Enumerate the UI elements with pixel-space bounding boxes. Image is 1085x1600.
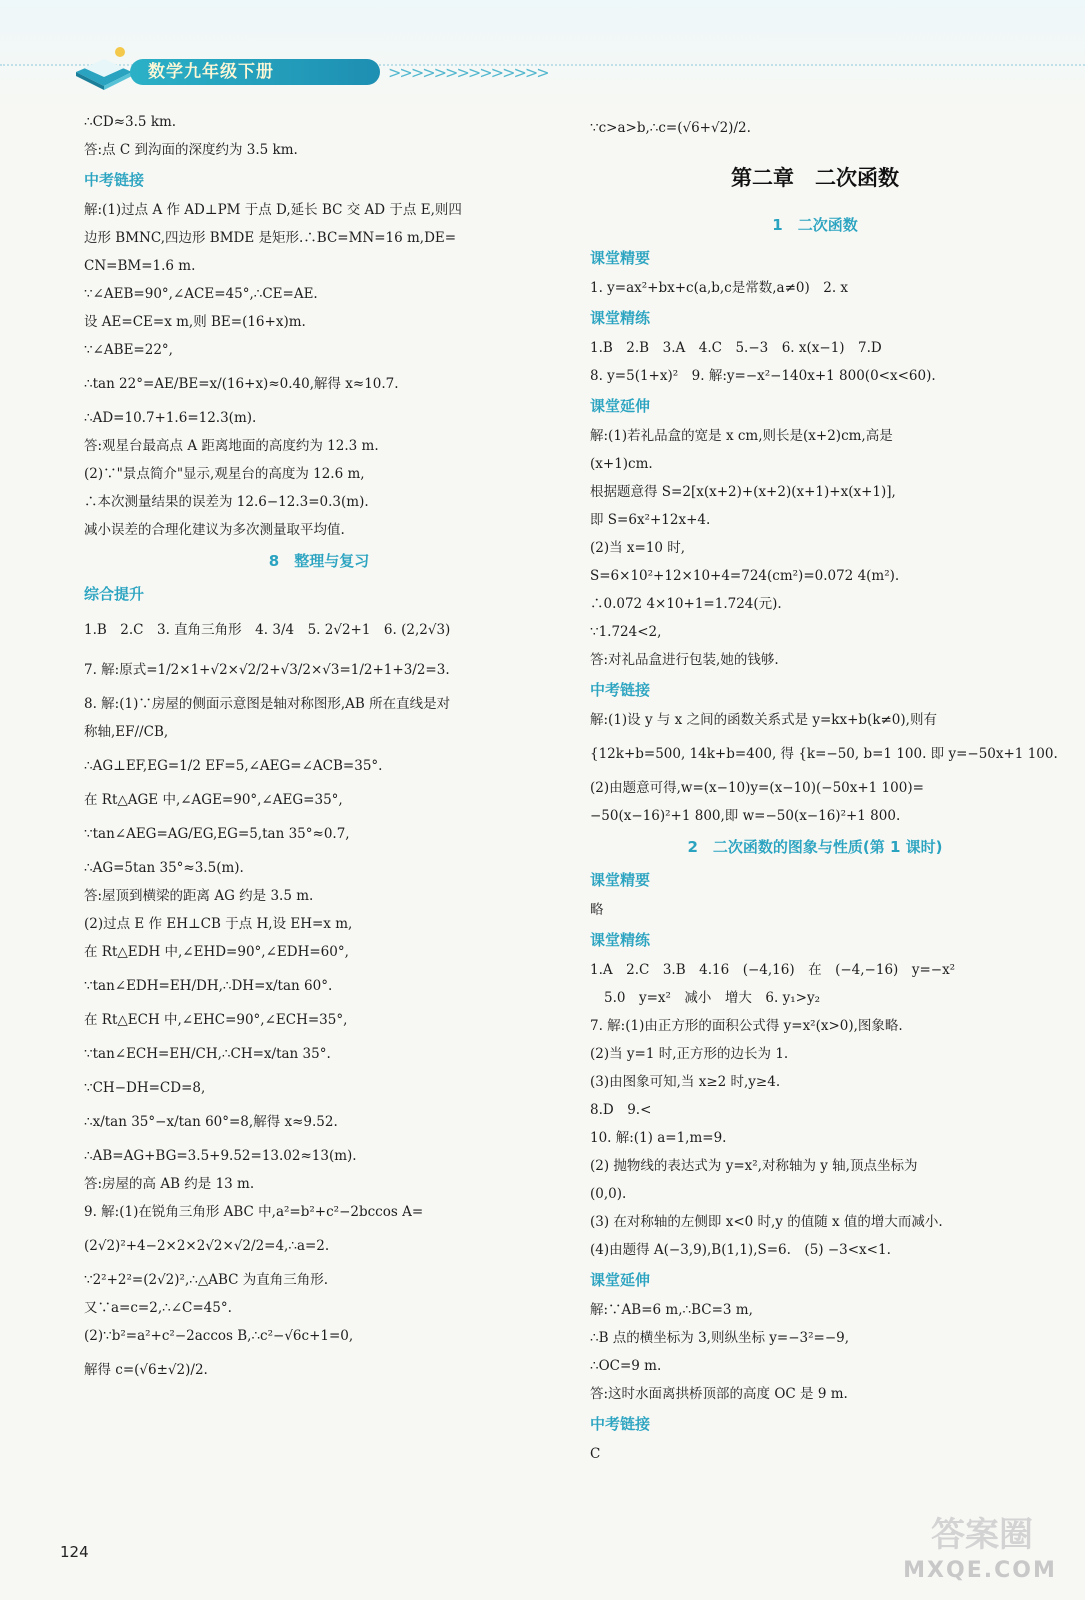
text-line: 又∵a=c=2,∴∠C=45°. — [84, 1300, 232, 1316]
text-line: ∵CH−DH=CD=8, — [84, 1080, 206, 1096]
page-header — [70, 42, 548, 92]
text-line: 设 AE=CE=x m,则 BE=(16+x)m. — [84, 314, 306, 330]
watermark-logo: 答案圈 — [931, 1515, 1033, 1555]
text-line: 称轴,EF//CB, — [84, 724, 169, 740]
text-line: 在 Rt△EDH 中,∠EHD=90°,∠EDH=60°, — [84, 944, 349, 960]
text-line: 1.A 2.C 3.B 4.16 (−4,16) 在 (−4,−16) y=−x² — [590, 962, 956, 978]
lesson-heading: 2 二次函数的图象与性质(第 1 课时) — [687, 838, 943, 856]
section-heading: 课堂精练 — [590, 931, 651, 949]
text-line: 解:(1)设 y 与 x 之间的函数关系式是 y=kx+b(k≠0),则有 — [590, 712, 937, 728]
text-line: 即 S=6x²+12x+4. — [590, 512, 711, 528]
book-icon — [70, 42, 140, 92]
header-chevrons: >>>>>>>>>>>>>> — [388, 63, 548, 82]
text-line: ∵c>a>b,∴c=(√6+√2)/2. — [590, 120, 751, 136]
text-line: 9. 解:(1)在锐角三角形 ABC 中,a²=b²+c²−2bccos A= — [84, 1204, 424, 1220]
chapter-heading: 第二章 二次函数 — [731, 166, 899, 190]
text-line: (2) 抛物线的表达式为 y=x²,对称轴为 y 轴,顶点坐标为 — [590, 1158, 918, 1174]
text-line: ∴AD=10.7+1.6=12.3(m). — [84, 410, 257, 426]
text-line: 减小误差的合理化建议为多次测量取平均值. — [84, 522, 345, 538]
right-column — [590, 108, 1058, 1468]
text-line: 1.B 2.C 3. 直角三角形 4. 3/4 5. 2√2+1 6. (2,2√3) — [84, 622, 451, 638]
text-line: ∵tan∠ECH=EH/CH,∴CH=x/tan 35°. — [84, 1046, 331, 1062]
text-line: ∴0.072 4×10+1=1.724(元). — [590, 596, 782, 612]
text-line: 7. 解:原式=1/2×1+√2×√2/2+√3/2×√3=1/2+1+3/2=3. — [84, 662, 450, 678]
text-line: (4)由题得 A(−3,9),B(1,1),S=6. (5) −3<x<1. — [590, 1242, 891, 1258]
text-line: ∵1.724<2, — [590, 624, 662, 640]
text-line: 1. y=ax²+bx+c(a,b,c是常数,a≠0) 2. x — [590, 280, 849, 296]
text-line: ∴AB=AG+BG=3.5+9.52=13.02≈13(m). — [84, 1148, 357, 1164]
text-line: (2)当 y=1 时,正方形的边长为 1. — [590, 1046, 789, 1062]
section-heading: 中考链接 — [590, 681, 651, 699]
text-line: (0,0). — [590, 1186, 627, 1202]
text-line: (3)由图象可知,当 x≥2 时,y≥4. — [590, 1074, 781, 1090]
text-line: 1.B 2.B 3.A 4.C 5.−3 6. x(x−1) 7.D — [590, 340, 882, 356]
text-line: (3) 在对称轴的左侧即 x<0 时,y 的值随 x 值的增大而减小. — [590, 1214, 943, 1230]
text-line: ∴CD≈3.5 km. — [84, 114, 177, 130]
watermark — [890, 1512, 1070, 1592]
text-line: 7. 解:(1)由正方形的面积公式得 y=x²(x>0),图象略. — [590, 1018, 903, 1034]
text-line: {12k+b=500, 14k+b=400, 得 {k=−50, b=1 100. 即 y=−50x+1 100. — [590, 746, 1058, 762]
text-line: 答:屋顶到横梁的距离 AG 约是 3.5 m. — [84, 888, 314, 904]
text-line: 答:观星台最高点 A 距离地面的高度约为 12.3 m. — [84, 438, 379, 454]
section-heading: 综合提升 — [84, 585, 145, 603]
text-line: ∵∠ABE=22°, — [84, 342, 173, 358]
text-line: (2√2)²+4−2×2×2√2×√2/2=4,∴a=2. — [84, 1238, 330, 1254]
section-heading: 课堂延伸 — [590, 1271, 651, 1289]
text-line: ∴AG=5tan 35°≈3.5(m). — [84, 860, 244, 876]
lesson-heading: 1 二次函数 — [772, 216, 858, 234]
text-line: 在 Rt△AGE 中,∠AGE=90°,∠AEG=35°, — [84, 792, 343, 808]
section-heading: 课堂精要 — [590, 249, 651, 267]
text-line: ∴tan 22°=AE/BE=x/(16+x)≈0.40,解得 x≈10.7. — [84, 376, 399, 392]
section-heading: 中考链接 — [84, 171, 145, 189]
section-heading: 中考链接 — [590, 1415, 651, 1433]
text-line: ∵tan∠AEG=AG/EG,EG=5,tan 35°≈0.7, — [84, 826, 350, 842]
section-heading: 课堂延伸 — [590, 397, 651, 415]
text-line: ∴本次测量结果的误差为 12.6−12.3=0.3(m). — [84, 494, 369, 510]
text-line: 解:(1)若礼品盒的宽是 x cm,则长是(x+2)cm,高是 — [590, 428, 893, 444]
text-line: ∴B 点的横坐标为 3,则纵坐标 y=−3²=−9, — [590, 1330, 850, 1346]
lesson-heading: 8 整理与复习 — [268, 552, 370, 570]
text-line: 8.D 9.< — [590, 1102, 652, 1118]
text-line: ∴OC=9 m. — [590, 1358, 662, 1374]
text-line: 8. 解:(1)∵房屋的侧面示意图是轴对称图形,AB 所在直线是对 — [84, 696, 451, 712]
text-line: 解:(1)过点 A 作 AD⊥PM 于点 D,延长 BC 交 AD 于点 E,则四 — [84, 202, 462, 218]
text-line: 10. 解:(1) a=1,m=9. — [590, 1130, 727, 1146]
text-line: ∵∠AEB=90°,∠ACE=45°,∴CE=AE. — [84, 286, 318, 302]
text-line: 解得 c=(√6±√2)/2. — [84, 1362, 208, 1378]
text-line: 答:这时水面离拱桥顶部的高度 OC 是 9 m. — [590, 1386, 848, 1402]
section-heading: 课堂精练 — [590, 309, 651, 327]
text-line: CN=BM=1.6 m. — [84, 258, 196, 274]
text-line: S=6×10²+12×10+4=724(cm²)=0.072 4(m²). — [590, 568, 900, 584]
section-heading: 课堂精要 — [590, 871, 651, 889]
text-line: ∴AG⊥EF,EG=1/2 EF=5,∠AEG=∠ACB=35°. — [84, 758, 383, 774]
text-line: (2)∵"景点简介"显示,观星台的高度为 12.6 m, — [84, 466, 365, 482]
text-line: ∴x/tan 35°−x/tan 60°=8,解得 x≈9.52. — [84, 1114, 338, 1130]
text-line: 8. y=5(1+x)² 9. 解:y=−x²−140x+1 800(0<x<60). — [590, 368, 936, 384]
text-line: 略 — [590, 902, 604, 918]
watermark-site: MXQE.COM — [903, 1558, 1057, 1583]
text-line: 在 Rt△ECH 中,∠EHC=90°,∠ECH=35°, — [84, 1012, 348, 1028]
text-line: 答:点 C 到沟面的深度约为 3.5 km. — [84, 142, 298, 158]
text-line: 答:房屋的高 AB 约是 13 m. — [84, 1176, 255, 1192]
text-line: (2)当 x=10 时, — [590, 540, 686, 556]
text-line: 边形 BMNC,四边形 BMDE 是矩形.∴BC=MN=16 m,DE= — [84, 230, 457, 246]
text-line: −50(x−16)²+1 800,即 w=−50(x−16)²+1 800. — [590, 808, 901, 824]
text-line: 5.0 y=x² 减小 增大 6. y₁>y₂ — [604, 990, 820, 1006]
text-line: 答:对礼品盒进行包装,她的钱够. — [590, 652, 779, 668]
text-line: C — [590, 1446, 601, 1462]
text-line: (2)∵b²=a²+c²−2accos B,∴c²−√6c+1=0, — [84, 1328, 354, 1344]
book-title: 数学九年级下册 — [130, 59, 380, 85]
text-line: (x+1)cm. — [590, 456, 653, 472]
text-line: (2)由题意可得,w=(x−10)y=(x−10)(−50x+1 100)= — [590, 780, 924, 796]
page-number: 124 — [60, 1543, 89, 1561]
text-line: ∵2²+2²=(2√2)²,∴△ABC 为直角三角形. — [84, 1272, 329, 1288]
text-line: ∵tan∠EDH=EH/DH,∴DH=x/tan 60°. — [84, 978, 333, 994]
text-line: (2)过点 E 作 EH⊥CB 于点 H,设 EH=x m, — [84, 916, 353, 932]
text-line: 解:∵AB=6 m,∴BC=3 m, — [590, 1302, 753, 1318]
left-column — [84, 108, 554, 1390]
text-line: 根据题意得 S=2[x(x+2)+(x+2)(x+1)+x(x+1)], — [590, 484, 896, 500]
